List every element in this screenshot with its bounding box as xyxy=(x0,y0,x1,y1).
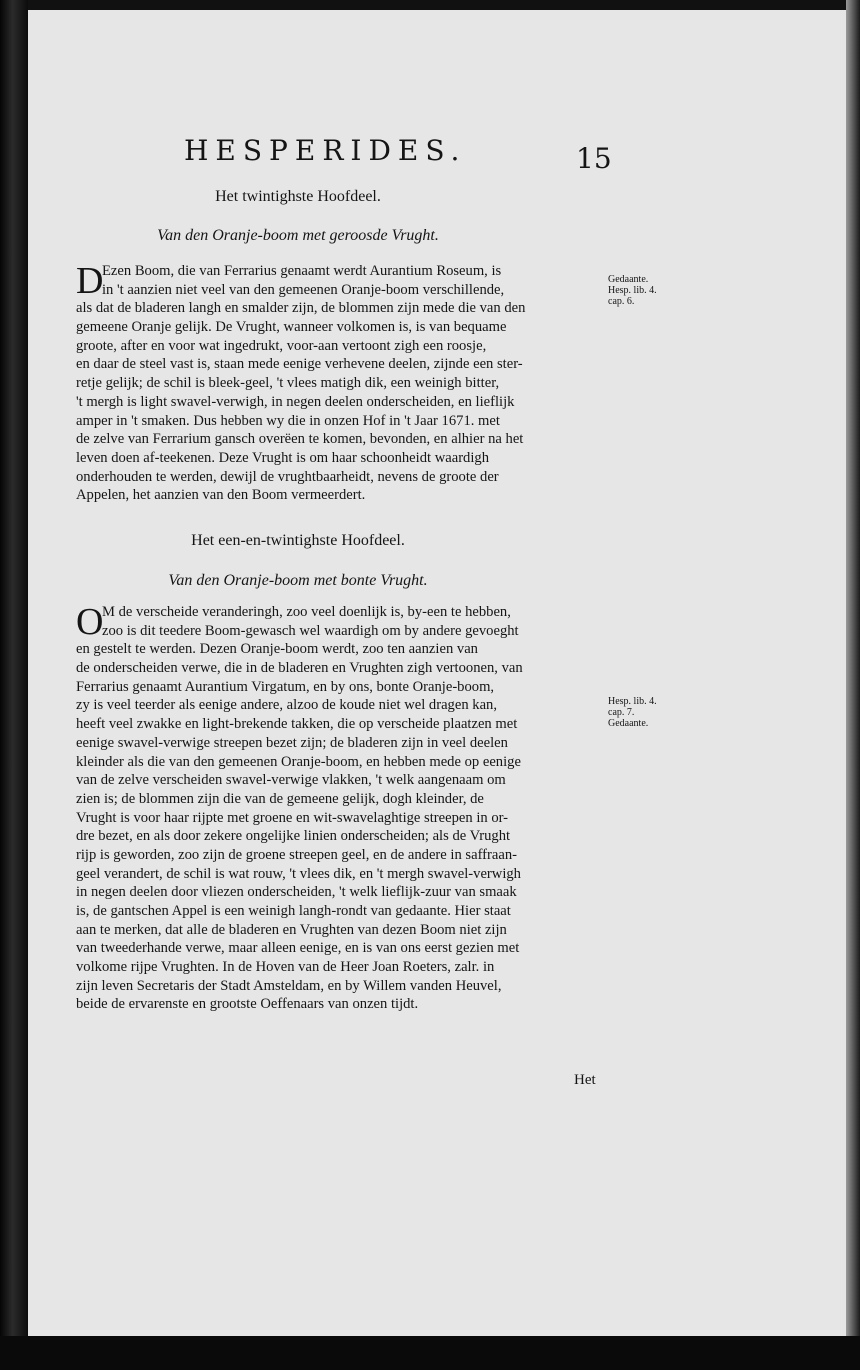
drop-cap: D xyxy=(76,260,104,302)
text-line: Vrught is voor haar rijpte met groene en wit-swavelaghtige streepen in or- xyxy=(76,809,509,826)
chapter-heading-20: Het twintighste Hoofdeel. xyxy=(215,188,381,205)
text-line: beide de ervarenste en grootste Oeffenaars van onzen tijdt. xyxy=(76,996,419,1013)
page-edge-bottom xyxy=(0,1336,860,1370)
margin-note xyxy=(608,274,678,307)
text-line: retje gelijk; de schil is bleek-geel, 't vlees matigh dik, een weinigh bitter, xyxy=(76,375,500,392)
margin-note-line: Gedaante. xyxy=(608,718,649,729)
text-line: amper in 't smaken. Dus hebben wy die in onzen Hof in 't Jaar 1671. met xyxy=(76,412,500,429)
book-page xyxy=(28,10,846,1336)
text-line: kleinder als die van den gemeenen Oranje-boom, en hebben mede op eenige xyxy=(76,753,521,770)
chapter-subtitle-20: Van den Oranje-boom met geroosde Vrught. xyxy=(157,227,439,244)
text-line: onderhouden te werden, dewijl de vrughtbaarheidt, nevens de groote der xyxy=(76,468,499,485)
text-line: heeft veel zwakke en light-brekende takken, die op verscheide plaatzen met xyxy=(76,716,518,733)
book-gutter xyxy=(0,0,28,1370)
page-edge-right xyxy=(846,0,860,1370)
text-line: M de verscheide veranderingh, zoo veel doenlijk is, by-een te hebben, xyxy=(102,604,511,620)
text-line: de onderscheiden verwe, die in de bladeren en Vrughten zigh vertoonen, van xyxy=(76,660,523,677)
text-line: van tweederhande verwe, maar alleen eenige, en is van ons eerst gezien met xyxy=(76,940,520,957)
text-line: als dat de bladeren langh en smalder zijn, de blommen zijn mede die van den xyxy=(76,300,526,317)
text-line: en daar de steel vast is, staan mede eenige verhevene deelen, zijnde een ster- xyxy=(76,356,523,373)
page-number: 15 xyxy=(576,142,612,175)
chapter-20-paragraph xyxy=(76,262,608,505)
drop-cap: O xyxy=(76,601,104,643)
text-line: rijp is geworden, zoo zijn de groene streepen geel, en de andere in saffraan- xyxy=(76,846,517,863)
text-line: gemeene Oranje gelijk. De Vrught, wanneer volkomen is, is van bequame xyxy=(76,319,507,336)
text-line: zoo is dit teedere Boom-gewasch wel waardigh om by andere gevoeght xyxy=(102,622,519,639)
chapter-heading-21: Het een-en-twintighste Hoofdeel. xyxy=(191,532,405,549)
text-line: Ferrarius genaamt Aurantium Virgatum, en by ons, bonte Oranje-boom, xyxy=(76,678,495,695)
text-line: geel verandert, de schil is wat rouw, 't vlees dik, en 't mergh swavel-verwigh xyxy=(76,865,521,882)
text-line: eenige swavel-verwige streepen bezet zijn; de bladeren zijn in veel deelen xyxy=(76,734,508,751)
margin-note xyxy=(608,696,678,729)
text-line: de zelve van Ferrarium gansch overëen te komen, bevonden, en alhier na het xyxy=(76,431,524,448)
text-line: volkome rijpe Vrughten. In de Hoven van de Heer Joan Roeters, zalr. in xyxy=(76,959,495,976)
text-line: zien is; de blommen zijn die van de gemeene gelijk, dogh kleinder, de xyxy=(76,790,484,807)
text-line: dre bezet, en als door zekere ongelijke linien onderscheiden; als de Vrught xyxy=(76,828,511,845)
text-line: Ezen Boom, die van Ferrarius genaamt werdt Aurantium Roseum, is xyxy=(102,263,502,279)
catchword: Het xyxy=(574,1072,596,1088)
text-line: leven doen af-teekenen. Deze Vrught is om haar schoonheidt waardigh xyxy=(76,449,489,466)
text-line: in negen deelen door vliezen onderscheiden, 't welk lieflijk-zuur van smaak xyxy=(76,884,517,901)
text-line: zy is veel teerder als eenige andere, alzoo de koude niet wel dragen kan, xyxy=(76,697,497,714)
text-line: groote, after en voor wat ingedrukt, voor-aan vertoont zigh een roosje, xyxy=(76,337,487,354)
text-line: 't mergh is light swavel-verwigh, in negen deelen onderscheiden, en lieflijk xyxy=(76,393,515,410)
chapter-subtitle-21: Van den Oranje-boom met bonte Vrught. xyxy=(168,572,428,589)
text-line: aan te merken, dat alle de bladeren en Vrughten van dezen Boom niet zijn xyxy=(76,921,507,938)
text-line: zijn leven Secretaris der Stadt Amsteldam, en by Willem vanden Heuvel, xyxy=(76,977,502,994)
margin-note-line: Hesp. lib. 4. xyxy=(608,696,657,707)
text-line: Appelen, het aanzien van den Boom vermeerdert. xyxy=(76,487,366,504)
text-line: van de zelve verscheiden swavel-verwige vlakken, 't welk aangenaam om xyxy=(76,772,506,789)
margin-note-line: cap. 6. xyxy=(608,296,635,307)
margin-note-line: cap. 7. xyxy=(608,707,635,718)
text-line: en gestelt te werden. Dezen Oranje-boom werdt, zoo ten aanzien van xyxy=(76,641,478,658)
text-line: in 't aanzien niet veel van den gemeenen Oranje-boom verschillende, xyxy=(102,281,505,298)
running-header-title: HESPERIDES. xyxy=(184,134,467,167)
margin-note-line: Hesp. lib. 4. xyxy=(608,285,657,296)
margin-note-line: Gedaante. xyxy=(608,274,649,285)
chapter-21-paragraph xyxy=(76,603,608,1014)
text-line: is, de gantschen Appel is een weinigh langh-rondt van gedaante. Hier staat xyxy=(76,903,511,919)
